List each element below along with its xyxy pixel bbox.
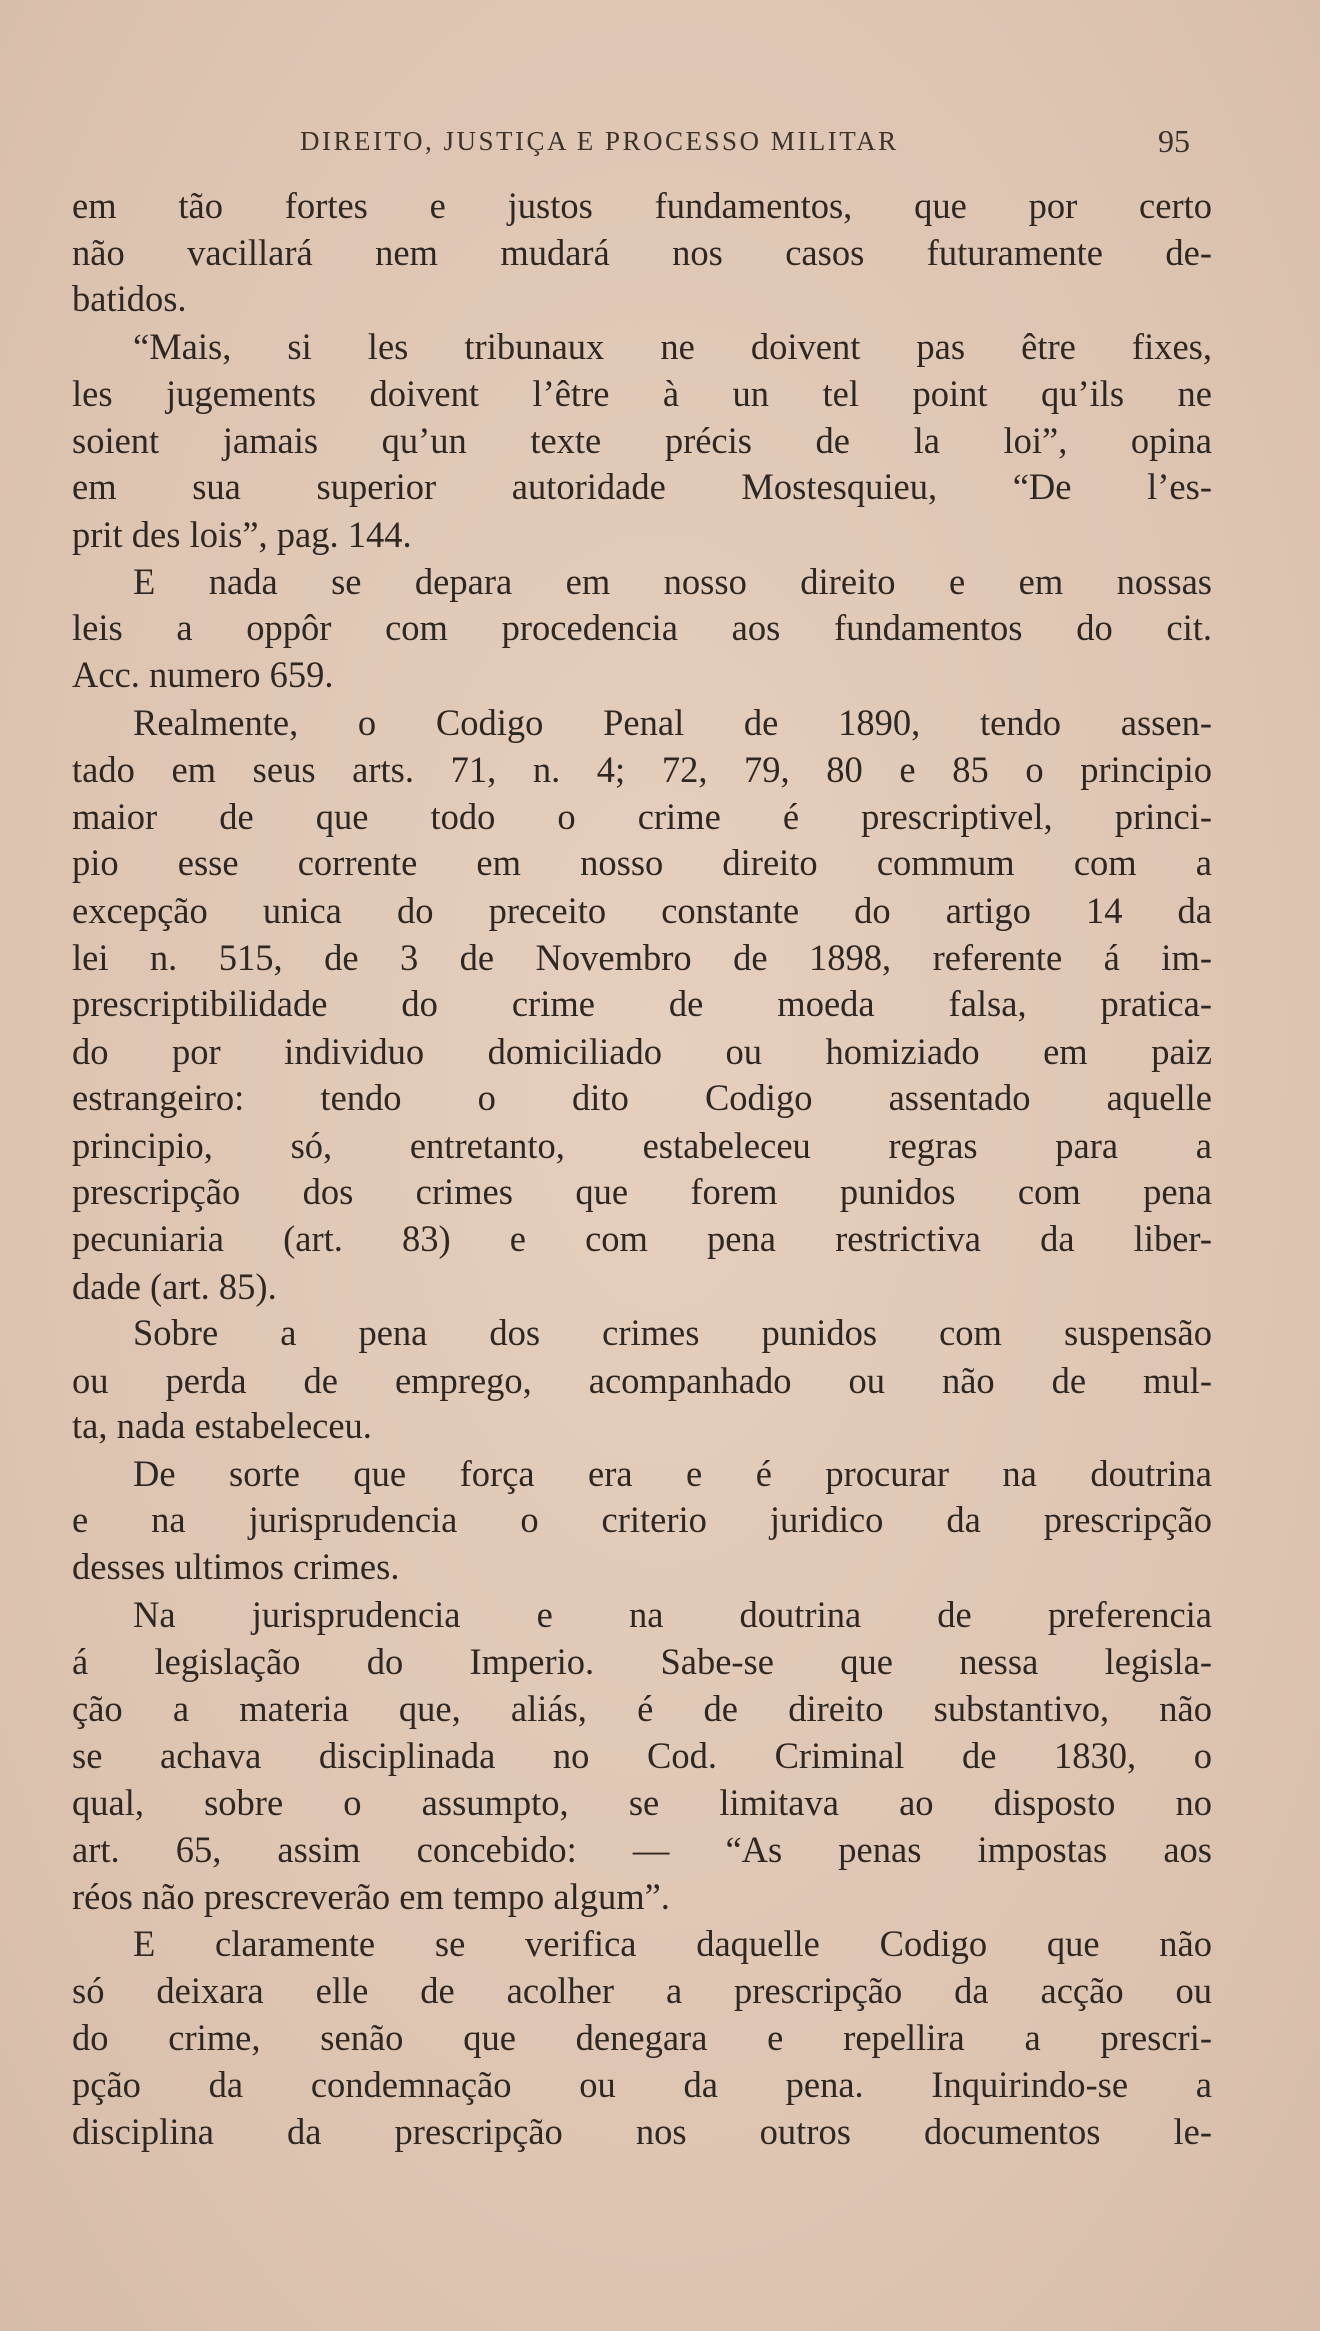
- text-line: [0, 1076, 1320, 1120]
- text-line-content: soient jamais qu’un texte précis de la loi”, opina: [72, 420, 1212, 461]
- text-line: [0, 653, 1320, 697]
- text-line: [0, 277, 1320, 321]
- text-line-content: e na jurisprudencia o criterio juridico da prescripção: [72, 1499, 1212, 1540]
- text-line: [0, 2110, 1320, 2154]
- text-line: [0, 1359, 1320, 1403]
- text-line-content: E nada se depara em nosso direito e em nossas: [133, 561, 1212, 602]
- text-line: [0, 465, 1320, 509]
- text-line: [0, 1875, 1320, 1919]
- text-line: [0, 1969, 1320, 2013]
- text-line-content: batidos.: [72, 278, 187, 319]
- text-line-content: lei n. 515, de 3 de Novembro de 1898, referente á im-: [72, 937, 1212, 978]
- text-line: [0, 1170, 1320, 1214]
- text-line: [0, 325, 1320, 369]
- text-line-content: qual, sobre o assumpto, se limitava ao disposto no: [72, 1782, 1212, 1823]
- text-line-content: principio, só, entretanto, estabeleceu regras para a: [72, 1125, 1212, 1166]
- text-line-content: em sua superior autoridade Mostesquieu, “De l’es-: [72, 466, 1212, 507]
- text-line-content: do por individuo domiciliado ou homiziado em paiz: [72, 1031, 1212, 1072]
- text-line-content: Sobre a pena dos crimes punidos com suspensão: [133, 1312, 1212, 1353]
- text-line: [0, 1498, 1320, 1542]
- text-line: [0, 1030, 1320, 1074]
- text-line: [0, 1781, 1320, 1825]
- text-line: [0, 1828, 1320, 1872]
- text-line-content: les jugements doivent l’être à un tel point qu’ils ne: [72, 373, 1212, 414]
- text-line-content: Na jurisprudencia e na doutrina de preferencia: [133, 1594, 1212, 1635]
- text-line: [0, 1217, 1320, 1261]
- text-line: [0, 1640, 1320, 1684]
- text-line-content: estrangeiro: tendo o dito Codigo assentado aquelle: [72, 1077, 1212, 1118]
- text-line-content: do crime, senão que denegara e repellira a prescri-: [72, 2017, 1212, 2058]
- text-line: [0, 2063, 1320, 2107]
- text-line-content: excepção unica do preceito constante do artigo 14 da: [72, 890, 1212, 931]
- text-line-content: prescripção dos crimes que forem punidos com pena: [72, 1171, 1212, 1212]
- text-line-content: ta, nada estabeleceu.: [72, 1405, 372, 1446]
- text-line-content: réos não prescreverão em tempo algum”.: [72, 1876, 670, 1917]
- text-line: [0, 1124, 1320, 1168]
- text-line-content: pção da condemnação ou da pena. Inquirindo-se a: [72, 2064, 1212, 2105]
- text-line: [0, 1311, 1320, 1355]
- text-line: [0, 701, 1320, 745]
- text-line: [0, 606, 1320, 650]
- text-line: [0, 841, 1320, 885]
- text-line-content: não vacillará nem mudará nos casos futuramente de-: [72, 232, 1212, 273]
- text-line-content: “Mais, si les tribunaux ne doivent pas être fixes,: [133, 326, 1212, 367]
- text-line-content: pio esse corrente em nosso direito commum com a: [72, 842, 1212, 883]
- text-line-content: art. 65, assim concebido: — “As penas impostas aos: [72, 1829, 1212, 1870]
- text-line: [0, 2016, 1320, 2060]
- text-line: [0, 1404, 1320, 1448]
- text-line-content: prescriptibilidade do crime de moeda falsa, pratica-: [72, 983, 1212, 1024]
- text-line-content: á legislação do Imperio. Sabe-se que nessa legisla-: [72, 1641, 1212, 1682]
- text-line: [0, 1922, 1320, 1966]
- text-line-content: ou perda de emprego, acompanhado ou não de mul-: [72, 1360, 1212, 1401]
- text-line-content: prit des lois”, pag. 144.: [72, 514, 412, 555]
- text-line: [0, 1545, 1320, 1589]
- text-line-content: pecuniaria (art. 83) e com pena restrictiva da liber-: [72, 1218, 1212, 1259]
- text-line: [0, 1452, 1320, 1496]
- text-line-content: disciplina da prescripção nos outros documentos le-: [72, 2111, 1212, 2152]
- text-line: [0, 936, 1320, 980]
- text-line-content: De sorte que força era e é procurar na doutrina: [133, 1453, 1212, 1494]
- text-line-content: em tão fortes e justos fundamentos, que por certo: [72, 185, 1212, 226]
- text-line-content: Realmente, o Codigo Penal de 1890, tendo assen-: [133, 702, 1212, 743]
- text-line: [0, 560, 1320, 604]
- text-line-content: ção a materia que, aliás, é de direito substantivo, não: [72, 1688, 1212, 1729]
- text-line: [0, 1687, 1320, 1731]
- text-line: [0, 1734, 1320, 1778]
- text-line-content: tado em seus arts. 71, n. 4; 72, 79, 80 e 85 o principio: [72, 749, 1212, 790]
- text-line-content: leis a oppôr com procedencia aos fundamentos do cit.: [72, 607, 1212, 648]
- text-line: [0, 1265, 1320, 1309]
- text-line-content: se achava disciplinada no Cod. Criminal de 1830, o: [72, 1735, 1212, 1776]
- text-line: [0, 231, 1320, 275]
- running-head: DIREITO, JUSTIÇA E PROCESSO MILITAR: [300, 126, 899, 156]
- text-line: [0, 889, 1320, 933]
- text-line-content: só deixara elle de acolher a prescripção da acção ou: [72, 1970, 1212, 2011]
- text-line: [0, 419, 1320, 463]
- text-line-content: desses ultimos crimes.: [72, 1546, 400, 1587]
- text-line: [0, 513, 1320, 557]
- text-line: [0, 1593, 1320, 1637]
- text-line: [0, 184, 1320, 228]
- text-line: [0, 372, 1320, 416]
- text-line-content: dade (art. 85).: [72, 1266, 277, 1307]
- text-line: [0, 795, 1320, 839]
- text-line-content: maior de que todo o crime é prescriptivel, princi-: [72, 796, 1212, 837]
- page-number: 95: [1158, 123, 1190, 159]
- text-line: [0, 982, 1320, 1026]
- text-line: [0, 748, 1320, 792]
- text-line-content: E claramente se verifica daquelle Codigo que não: [133, 1923, 1212, 1964]
- text-line-content: Acc. numero 659.: [72, 654, 334, 695]
